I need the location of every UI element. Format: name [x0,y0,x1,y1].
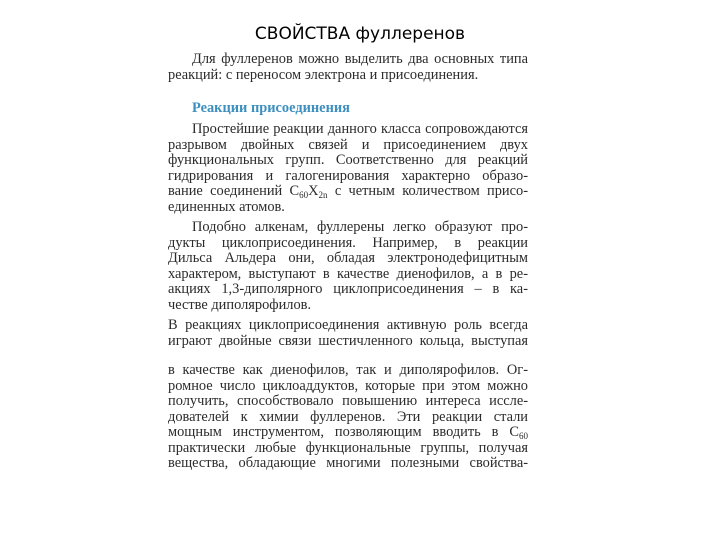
section-heading: Реакции присоединения [192,100,350,116]
formula-text: вание соединений С [168,183,300,199]
text-line: реакций: с переносом электрона и присоединения. [168,66,479,83]
text-line: гидрирования и галогенирования характерно образо- [168,167,528,184]
formula-subscript: 60 [519,431,528,441]
paragraph-2 [168,220,528,313]
text-line: практически любые функциональные группы, получая [168,439,528,456]
text-line: Подобно алкенам, фуллерены легко образуют про- [192,219,528,235]
text-line: вещества, обладающие многими полезными свойства- [168,455,528,471]
slide-title: СВОЙСТВА фуллеренов [254,24,466,44]
text-line: честве диполярофилов. [168,296,312,313]
text-line: разрывом двойных связей и присоединением двух [168,136,528,153]
text-line: получить, способствовало повышению интереса иссле- [168,393,528,409]
text-line: В реакциях циклоприсоединения активную роль всегда [168,317,528,333]
paragraph-1 [168,122,528,215]
formula-text: мощным инструментом, позволяющим вводить в С [168,424,519,440]
formula-subscript: 60 [299,190,309,200]
text-line: ромное число циклоаддуктов, которые при этом можно [168,377,528,394]
formula-subscript: 2n [318,190,328,200]
scanned-page [168,52,528,477]
paragraph-3 [168,318,528,349]
formula-line [168,425,528,441]
text-line: дователей к химии фуллеренов. Эти реакции стали [168,408,528,425]
text-line: дукты циклоприсоединения. Например, в реакции [168,234,528,251]
text-line: Дильса Альдера они, обладая электронодефицитным [168,250,528,266]
text-line: в качестве как диенофилов, так и диполярофилов. Ог- [168,362,528,378]
paragraph-4 [168,363,528,472]
formula-line [168,184,528,200]
text-line: Простейшие реакции данного класса сопровождаются [192,121,528,137]
text-line: единенных атомов. [168,198,285,215]
formula-text: Х [308,183,319,199]
text-line: функциональных групп. Соответственно для реакций [168,152,528,168]
text-line: характером, выступают в качестве диенофилов, а в ре- [168,265,528,282]
text-line: играют двойные связи шестичленного кольца, выступая [168,332,528,349]
formula-text: с четным количеством присо- [327,183,528,199]
intro-paragraph [168,52,528,83]
text-line: акциях 1,3-диполярного циклоприсоединения – в ка- [168,281,528,297]
text-line: Для фуллеренов можно выделить два основных типа [192,51,528,67]
